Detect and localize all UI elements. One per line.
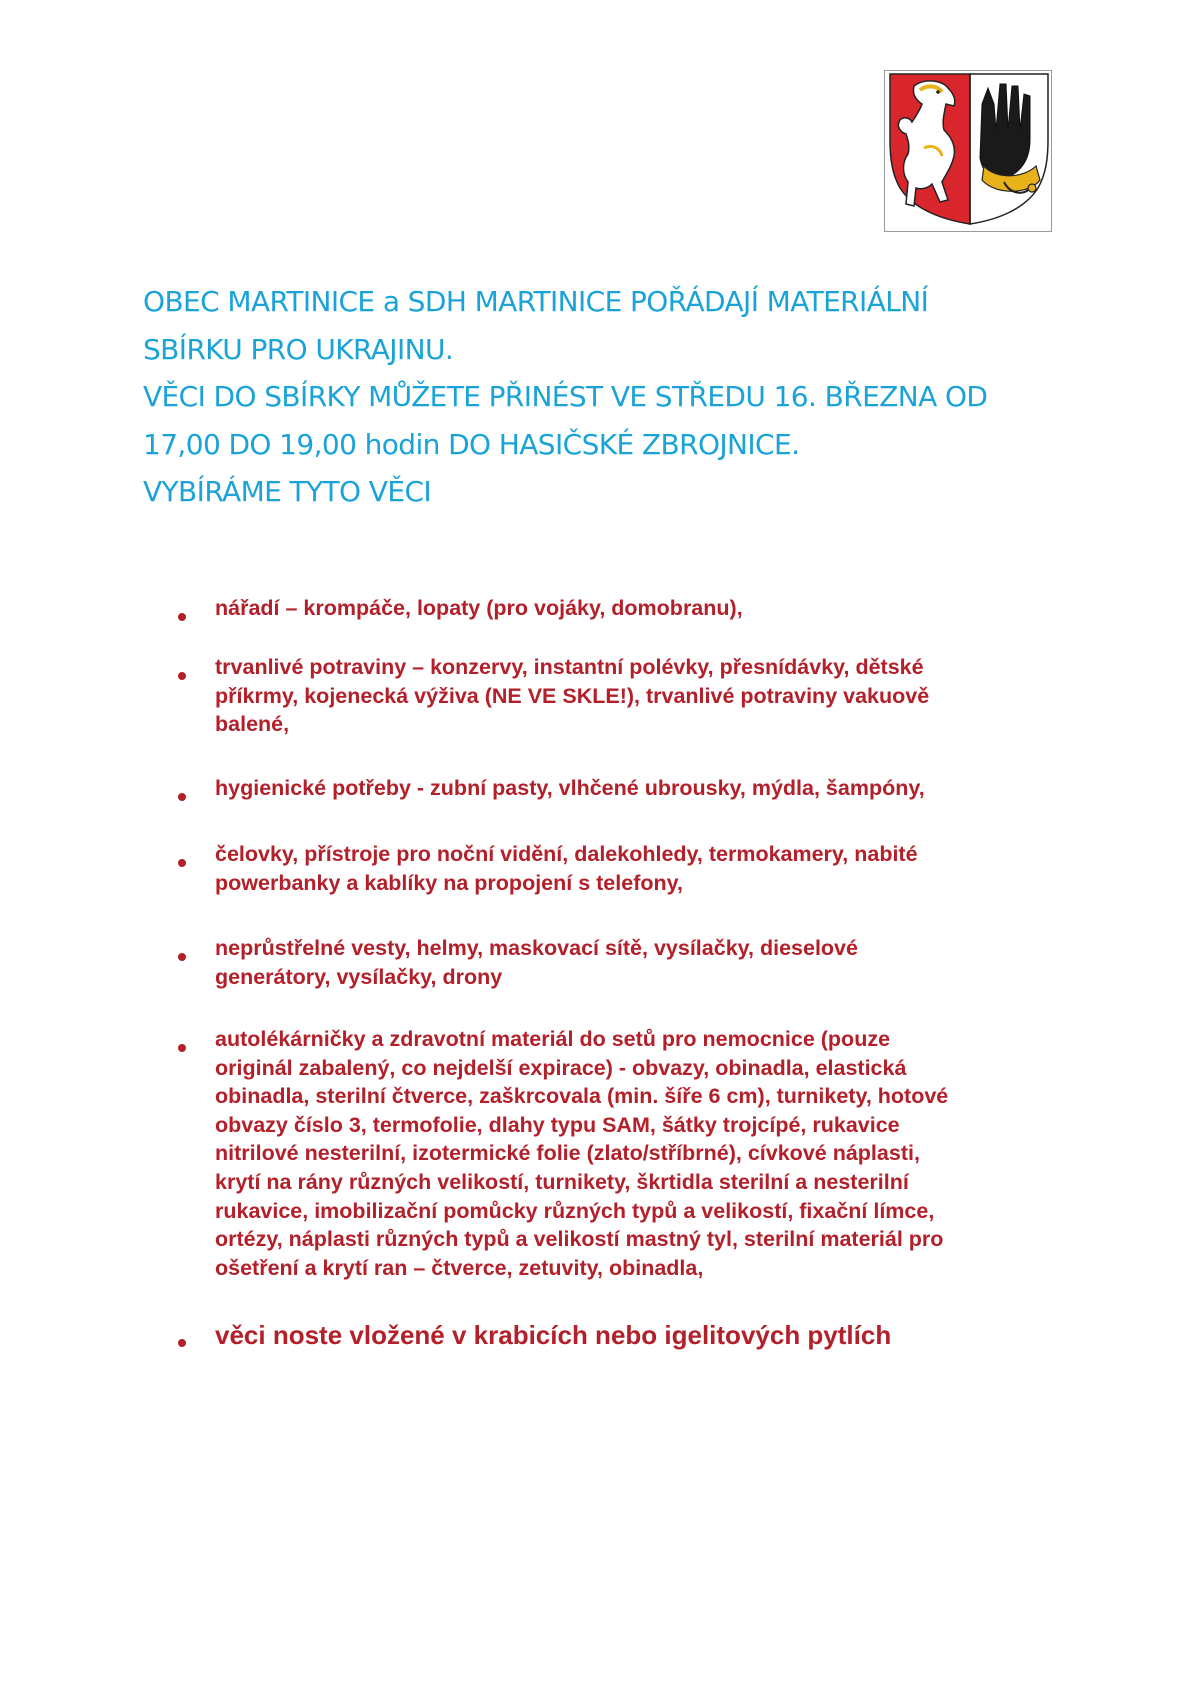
list-item-line: hygienické potřeby - zubní pasty, vlhčené ubrousky, mýdla, šampóny, bbox=[215, 776, 925, 800]
list-item-line: nitrilové nesterilní, izotermické folie (zlato/stříbrné), cívkové náplasti, bbox=[215, 1141, 920, 1166]
list-item-line: krytí na rány různých velikostí, turnikety, škrtidla sterilní a nesterilní bbox=[215, 1169, 909, 1194]
list-item-line: nářadí – krompáče, lopaty (pro vojáky, domobranu), bbox=[215, 596, 743, 620]
heading-line: SBÍRKU PRO UKRAJINU. bbox=[143, 332, 454, 366]
bullet-icon bbox=[178, 672, 186, 680]
list-item-line: autolékárničky a zdravotní materiál do setů pro nemocnice (pouze bbox=[215, 1027, 891, 1051]
list-item bbox=[215, 1025, 1055, 1282]
list-item bbox=[215, 840, 1055, 897]
list-item-line: ošetření a krytí ran – čtverce, zetuvity, obinadla, bbox=[215, 1255, 704, 1280]
list-item-line: čelovky, přístroje pro noční vidění, dalekohledy, termokamery, nabité bbox=[215, 842, 918, 866]
bullet-icon bbox=[178, 613, 186, 621]
bullet-icon bbox=[178, 1044, 186, 1052]
list-item bbox=[215, 1319, 1055, 1351]
list-item-line: věci noste vložené v krabicích nebo igelitových pytlích bbox=[215, 1320, 892, 1350]
heading-line: VYBÍRÁME TYTO VĚCI bbox=[143, 475, 432, 508]
bullet-icon bbox=[178, 859, 186, 867]
heading-line: OBEC MARTINICE a SDH MARTINICE POŘÁDAJÍ MATERIÁLNÍ bbox=[143, 285, 929, 318]
bullet-icon bbox=[178, 793, 186, 801]
list-item bbox=[215, 934, 1055, 991]
coat-of-arms-icon bbox=[884, 70, 1052, 232]
announcement-heading bbox=[143, 278, 1083, 516]
list-item-line: generátory, vysílačky, drony bbox=[215, 964, 503, 989]
bullet-icon bbox=[178, 953, 186, 961]
heading-line: VĚCI DO SBÍRKY MŮŽETE PŘINÉST VE STŘEDU 16. BŘEZNA OD bbox=[143, 380, 988, 413]
list-item-line: powerbanky a kablíky na propojení s telefony, bbox=[215, 870, 683, 895]
list-item-line: neprůstřelné vesty, helmy, maskovací sítě, vysílačky, dieselové bbox=[215, 936, 858, 960]
list-item-line: ortézy, náplasti různých typů a velikostí mastný tyl, sterilní materiál pro bbox=[215, 1227, 944, 1252]
list-item-line: balené, bbox=[215, 712, 290, 737]
list-item-line: obvazy číslo 3, termofolie, dlahy typu SAM, šátky trojcípé, rukavice bbox=[215, 1112, 900, 1137]
list-item bbox=[215, 594, 1055, 623]
list-item bbox=[215, 653, 1055, 739]
list-item-line: trvanlivé potraviny – konzervy, instantní polévky, přesnídávky, dětské bbox=[215, 655, 924, 679]
list-item-line: rukavice, imobilizační pomůcky různých typů a velikostí, fixační límce, bbox=[215, 1198, 935, 1223]
list-item-line: obinadla, sterilní čtverce, zaškrcovala (min. šíře 6 cm), turnikety, hotové bbox=[215, 1084, 949, 1109]
list-item-line: originál zabalený, co nejdelší expirace) - obvazy, obinadla, elastická bbox=[215, 1055, 907, 1080]
bullet-icon bbox=[178, 1339, 186, 1347]
list-item bbox=[215, 774, 1055, 803]
list-item-line: příkrmy, kojenecká výživa (NE VE SKLE!), trvanlivé potraviny vakuově bbox=[215, 683, 930, 708]
heading-line: 17,00 DO 19,00 hodin DO HASIČSKÉ ZBROJNICE. bbox=[143, 427, 800, 461]
